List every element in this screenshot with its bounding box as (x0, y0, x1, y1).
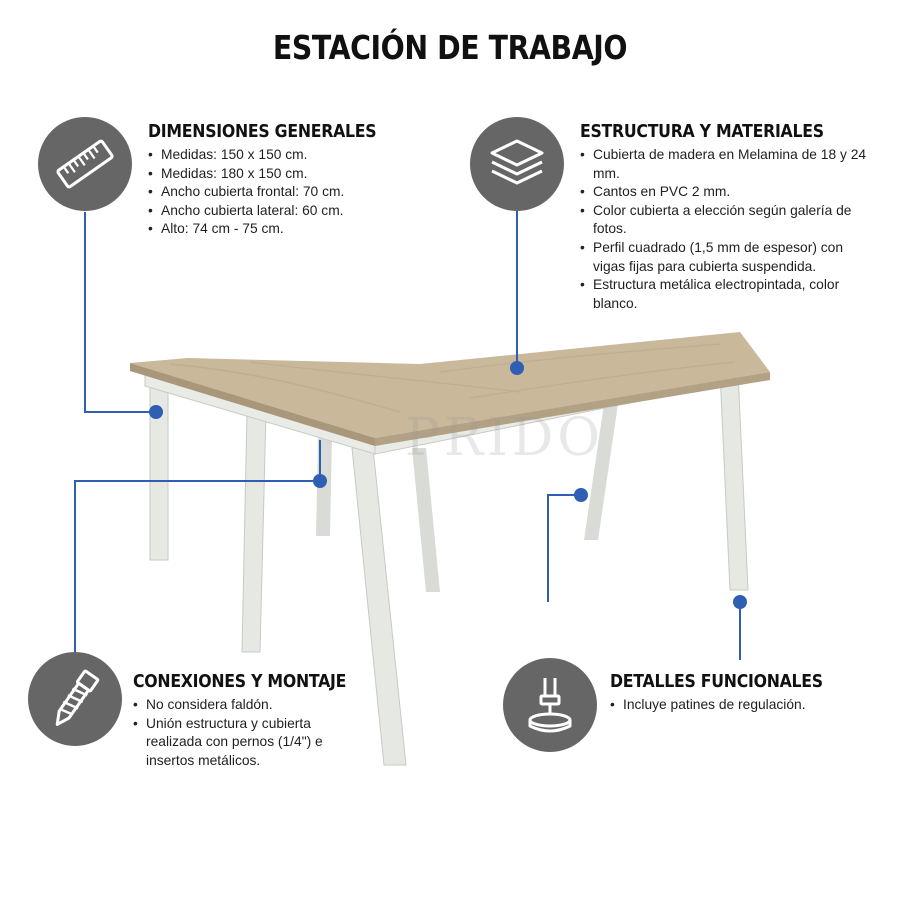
callout-dot-detalles-left (574, 488, 588, 502)
desk-leg-back-mid (412, 448, 440, 592)
list-item: • Estructura metálica electropintada, color blanco. (580, 276, 870, 313)
list-item: • Medidas: 150 x 150 cm. (148, 146, 448, 165)
section-detalles (610, 672, 880, 715)
callout-dot-detalles-right (733, 595, 747, 609)
layers-icon (470, 117, 564, 211)
list-item: • No considera faldón. (133, 696, 363, 715)
callout-dot-dimensiones (149, 405, 163, 419)
list-conexiones (133, 696, 363, 770)
desk-leg-front-right (720, 372, 748, 590)
desk-leg-corner (242, 412, 266, 652)
page-title: ESTACIÓN DE TRABAJO (272, 28, 628, 67)
section-heading-conexiones: CONEXIONES Y MONTAJE (133, 672, 347, 692)
screw-icon (28, 652, 122, 746)
callout-line-detalles-left (548, 495, 580, 602)
callout-dot-conexiones (313, 474, 327, 488)
section-estructura (580, 122, 870, 313)
list-dimensiones (148, 146, 448, 239)
ruler-icon (38, 117, 132, 211)
section-heading-dimensiones: DIMENSIONES GENERALES (148, 122, 377, 142)
list-item: • Color cubierta a elección según galería de fotos. (580, 202, 870, 239)
leveling-foot-icon (503, 658, 597, 752)
list-item: • Perfil cuadrado (1,5 mm de espesor) con vigas fijas para cubierta suspendida. (580, 239, 870, 276)
list-item: • Ancho cubierta frontal: 70 cm. (148, 183, 448, 202)
watermark: PRIDO (405, 408, 605, 468)
section-dimensiones (148, 122, 448, 239)
list-detalles (610, 696, 880, 715)
list-item: • Unión estructura y cubierta realizada con pernos (1/4") e insertos metálicos. (133, 715, 363, 771)
callout-dot-estructura (510, 361, 524, 375)
callout-line-conexiones (75, 440, 320, 652)
section-heading-detalles: DETALLES FUNCIONALES (610, 672, 823, 692)
list-item: • Ancho cubierta lateral: 60 cm. (148, 202, 448, 221)
section-heading-estructura: ESTRUCTURA Y MATERIALES (580, 122, 824, 142)
list-item: • Alto: 74 cm - 75 cm. (148, 220, 448, 239)
list-item: • Medidas: 180 x 150 cm. (148, 165, 448, 184)
list-item: • Cubierta de madera en Melamina de 18 y 24 mm. (580, 146, 870, 183)
list-item: • Incluye patines de regulación. (610, 696, 880, 715)
list-estructura (580, 146, 870, 313)
list-item: • Cantos en PVC 2 mm. (580, 183, 870, 202)
section-conexiones (133, 672, 363, 770)
